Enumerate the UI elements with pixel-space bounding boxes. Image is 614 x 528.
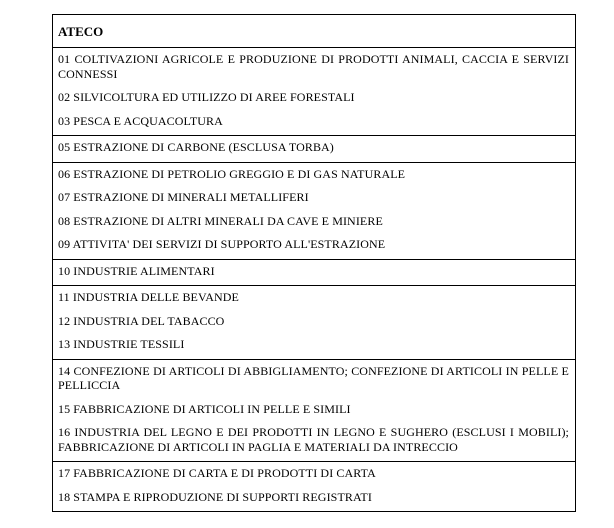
table-group (53, 462, 575, 504)
table-row: 11 INDUSTRIA DELLE BEVANDE (58, 290, 239, 304)
table-row: 03 PESCA E ACQUACOLTURA (58, 113, 223, 128)
table-group (53, 286, 575, 360)
table-group (53, 163, 575, 260)
table-row: 09 ATTIVITA' DEI SERVIZI DI SUPPORTO ALL'ESTRAZIONE (58, 237, 386, 251)
table-row: 01 COLTIVAZIONI AGRICOLE E PRODUZIONE DI PRODOTTI ANIMALI, CACCIA E SERVIZI CONNESSI (58, 52, 569, 81)
table-row: 06 ESTRAZIONE DI PETROLIO GREGGIO E DI GAS NATURALE (58, 166, 406, 181)
table-row: 14 CONFEZIONE DI ARTICOLI DI ABBIGLIAMENTO; CONFEZIONE DI ARTICOLI IN PELLE E PELLICCIA (58, 363, 569, 392)
table-row: 18 STAMPA E RIPRODUZIONE DI SUPPORTI REGISTRATI (58, 489, 372, 504)
table-group (53, 136, 575, 163)
table-row: 05 ESTRAZIONE DI CARBONE (ESCLUSA TORBA) (58, 140, 334, 154)
table-row: 08 ESTRAZIONE DI ALTRI MINERALI DA CAVE E MINIERE (58, 213, 383, 228)
table-row: 10 INDUSTRIE ALIMENTARI (58, 263, 215, 278)
table-group (53, 360, 575, 463)
table-header: ATECO (53, 15, 575, 48)
table-row: 13 INDUSTRIE TESSILI (58, 337, 185, 351)
table-group (53, 260, 575, 287)
table-row: 12 INDUSTRIA DEL TABACCO (58, 313, 225, 328)
ateco-table (52, 14, 576, 512)
table-row: 15 FABBRICAZIONE DI ARTICOLI IN PELLE E SIMILI (58, 401, 351, 416)
table-row: 17 FABBRICAZIONE DI CARTA E DI PRODOTTI DI CARTA (58, 466, 376, 480)
table-row: 07 ESTRAZIONE DI MINERALI METALLIFERI (58, 190, 309, 204)
table-row: 16 INDUSTRIA DEL LEGNO E DEI PRODOTTI IN LEGNO E SUGHERO (ESCLUSI I MOBILI); FABBRICAZIONE DI ARTICOLI IN PAGLIA E MATERIALI DA INTRECCIO (58, 425, 569, 454)
table-group (53, 48, 575, 136)
table-row: 02 SILVICOLTURA ED UTILIZZO DI AREE FORESTALI (58, 90, 355, 104)
